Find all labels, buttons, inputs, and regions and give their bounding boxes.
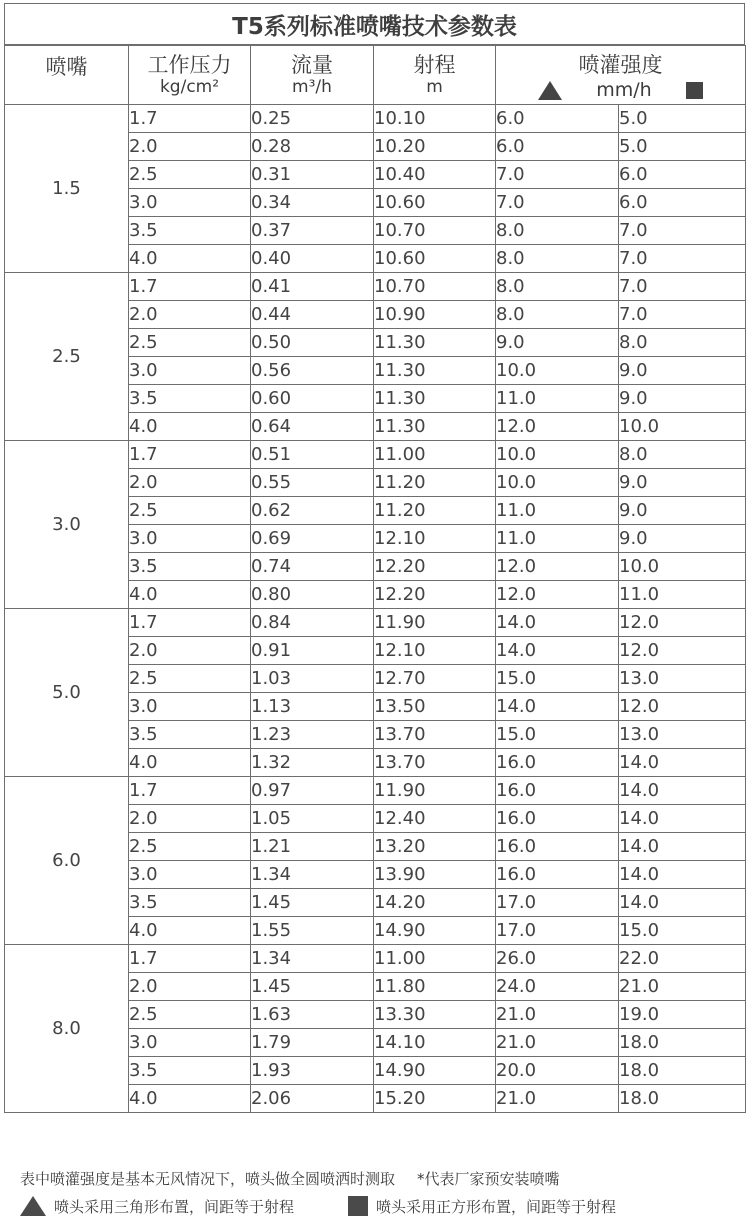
- cell-intensity-triangle: 14.0: [496, 637, 619, 665]
- cell-pressure: 2.5: [129, 329, 251, 357]
- cell-range: 15.20: [374, 1085, 496, 1113]
- cell-flow: 1.63: [251, 1001, 374, 1029]
- cell-intensity-triangle: 12.0: [496, 581, 619, 609]
- table-title: T5系列标准喷嘴技术参数表: [4, 3, 745, 45]
- cell-nozzle: 8.0: [5, 945, 129, 1113]
- cell-flow: 1.13: [251, 693, 374, 721]
- cell-range: 10.90: [374, 301, 496, 329]
- cell-range: 11.30: [374, 357, 496, 385]
- cell-range: 12.10: [374, 637, 496, 665]
- cell-nozzle: 1.5: [5, 105, 129, 273]
- cell-flow: 0.84: [251, 609, 374, 637]
- cell-intensity-triangle: 17.0: [496, 917, 619, 945]
- cell-pressure: 3.5: [129, 721, 251, 749]
- cell-intensity-triangle: 24.0: [496, 973, 619, 1001]
- cell-intensity-triangle: 11.0: [496, 497, 619, 525]
- cell-intensity-square: 18.0: [619, 1029, 746, 1057]
- cell-pressure: 3.0: [129, 525, 251, 553]
- cell-range: 12.20: [374, 581, 496, 609]
- cell-intensity-triangle: 6.0: [496, 105, 619, 133]
- cell-pressure: 4.0: [129, 413, 251, 441]
- cell-flow: 0.55: [251, 469, 374, 497]
- cell-range: 10.40: [374, 161, 496, 189]
- cell-range: 14.10: [374, 1029, 496, 1057]
- cell-flow: 0.37: [251, 217, 374, 245]
- cell-intensity-square: 6.0: [619, 161, 746, 189]
- cell-intensity-square: 13.0: [619, 721, 746, 749]
- cell-intensity-square: 11.0: [619, 581, 746, 609]
- cell-pressure: 1.7: [129, 777, 251, 805]
- legend-triangle-text: 喷头采用三角形布置，间距等于射程: [54, 1197, 295, 1216]
- header-intensity-units: [496, 79, 745, 101]
- cell-intensity-square: 5.0: [619, 133, 746, 161]
- cell-pressure: 3.0: [129, 861, 251, 889]
- cell-intensity-triangle: 14.0: [496, 609, 619, 637]
- header-range: [374, 46, 496, 105]
- cell-pressure: 1.7: [129, 945, 251, 973]
- cell-pressure: 4.0: [129, 581, 251, 609]
- cell-flow: 1.55: [251, 917, 374, 945]
- cell-intensity-square: 12.0: [619, 609, 746, 637]
- cell-pressure: 2.0: [129, 133, 251, 161]
- cell-pressure: 3.5: [129, 553, 251, 581]
- cell-intensity-square: 14.0: [619, 889, 746, 917]
- table-row: [5, 777, 746, 805]
- cell-intensity-square: 14.0: [619, 805, 746, 833]
- cell-range: 11.00: [374, 441, 496, 469]
- cell-pressure: 2.0: [129, 469, 251, 497]
- cell-flow: 0.31: [251, 161, 374, 189]
- cell-flow: 1.79: [251, 1029, 374, 1057]
- header-intensity-unit: mm/h: [596, 79, 652, 101]
- cell-range: 13.70: [374, 749, 496, 777]
- cell-flow: 0.80: [251, 581, 374, 609]
- cell-range: 10.60: [374, 245, 496, 273]
- header-nozzle: [5, 46, 129, 105]
- cell-pressure: 3.5: [129, 217, 251, 245]
- cell-range: 14.20: [374, 889, 496, 917]
- cell-range: 11.90: [374, 609, 496, 637]
- cell-flow: 0.60: [251, 385, 374, 413]
- cell-pressure: 3.0: [129, 1029, 251, 1057]
- cell-range: 12.70: [374, 665, 496, 693]
- cell-flow: 1.93: [251, 1057, 374, 1085]
- cell-intensity-triangle: 8.0: [496, 273, 619, 301]
- cell-range: 11.30: [374, 329, 496, 357]
- cell-range: 10.70: [374, 217, 496, 245]
- cell-range: 13.90: [374, 861, 496, 889]
- cell-range: 14.90: [374, 917, 496, 945]
- cell-intensity-triangle: 16.0: [496, 805, 619, 833]
- cell-intensity-triangle: 17.0: [496, 889, 619, 917]
- cell-intensity-triangle: 16.0: [496, 777, 619, 805]
- cell-intensity-square: 9.0: [619, 469, 746, 497]
- header-row: [5, 46, 746, 105]
- square-icon: [686, 82, 703, 99]
- cell-pressure: 2.0: [129, 805, 251, 833]
- notes: [20, 1166, 740, 1221]
- cell-range: 11.20: [374, 469, 496, 497]
- cell-pressure: 1.7: [129, 105, 251, 133]
- legend-square-text: 喷头采用正方形布置，间距等于射程: [376, 1197, 617, 1216]
- header-flow-unit: m³/h: [292, 77, 332, 97]
- cell-range: 10.70: [374, 273, 496, 301]
- cell-intensity-square: 9.0: [619, 525, 746, 553]
- cell-intensity-triangle: 20.0: [496, 1057, 619, 1085]
- cell-intensity-triangle: 10.0: [496, 441, 619, 469]
- table-row: [5, 945, 746, 973]
- cell-pressure: 4.0: [129, 917, 251, 945]
- cell-pressure: 1.7: [129, 273, 251, 301]
- cell-intensity-square: 18.0: [619, 1057, 746, 1085]
- cell-range: 13.50: [374, 693, 496, 721]
- triangle-icon: [538, 81, 562, 100]
- spec-table: [4, 45, 746, 1113]
- cell-nozzle: 6.0: [5, 777, 129, 945]
- cell-intensity-triangle: 11.0: [496, 525, 619, 553]
- cell-intensity-square: 19.0: [619, 1001, 746, 1029]
- cell-flow: 1.03: [251, 665, 374, 693]
- legend-triangle: [20, 1196, 294, 1217]
- cell-pressure: 1.7: [129, 609, 251, 637]
- cell-intensity-triangle: 16.0: [496, 833, 619, 861]
- legend-row: [20, 1191, 740, 1221]
- cell-intensity-triangle: 8.0: [496, 245, 619, 273]
- cell-flow: 1.32: [251, 749, 374, 777]
- cell-intensity-square: 14.0: [619, 861, 746, 889]
- cell-intensity-square: 6.0: [619, 189, 746, 217]
- cell-pressure: 2.5: [129, 1001, 251, 1029]
- cell-flow: 0.28: [251, 133, 374, 161]
- cell-intensity-square: 7.0: [619, 245, 746, 273]
- cell-range: 11.00: [374, 945, 496, 973]
- cell-flow: 0.50: [251, 329, 374, 357]
- header-intensity: [496, 46, 746, 105]
- cell-range: 10.60: [374, 189, 496, 217]
- cell-range: 12.20: [374, 553, 496, 581]
- cell-intensity-triangle: 12.0: [496, 413, 619, 441]
- cell-pressure: 2.5: [129, 833, 251, 861]
- header-intensity-label: 喷灌强度: [578, 53, 663, 77]
- cell-pressure: 3.5: [129, 385, 251, 413]
- square-icon: [348, 1196, 368, 1216]
- note-line: [20, 1166, 740, 1191]
- header-range-unit: m: [426, 77, 443, 97]
- cell-pressure: 2.5: [129, 497, 251, 525]
- cell-intensity-square: 14.0: [619, 749, 746, 777]
- note-measurement: 表中喷灌强度是基本无风情况下，喷头做全圆喷洒时测取: [20, 1170, 396, 1188]
- cell-intensity-square: 13.0: [619, 665, 746, 693]
- cell-flow: 1.05: [251, 805, 374, 833]
- cell-range: 13.70: [374, 721, 496, 749]
- cell-flow: 1.23: [251, 721, 374, 749]
- cell-intensity-triangle: 6.0: [496, 133, 619, 161]
- header-flow-label: 流量: [291, 53, 333, 77]
- cell-intensity-triangle: 14.0: [496, 693, 619, 721]
- cell-pressure: 3.5: [129, 1057, 251, 1085]
- header-nozzle-label: 喷嘴: [45, 55, 88, 79]
- cell-intensity-triangle: 7.0: [496, 161, 619, 189]
- cell-range: 14.90: [374, 1057, 496, 1085]
- cell-intensity-square: 12.0: [619, 693, 746, 721]
- cell-intensity-square: 14.0: [619, 833, 746, 861]
- cell-flow: 1.34: [251, 861, 374, 889]
- cell-intensity-square: 18.0: [619, 1085, 746, 1113]
- cell-nozzle: 2.5: [5, 273, 129, 441]
- cell-intensity-square: 7.0: [619, 217, 746, 245]
- cell-range: 11.20: [374, 497, 496, 525]
- table-row: [5, 441, 746, 469]
- cell-pressure: 2.0: [129, 301, 251, 329]
- cell-intensity-triangle: 12.0: [496, 553, 619, 581]
- cell-intensity-square: 8.0: [619, 441, 746, 469]
- cell-nozzle: 5.0: [5, 609, 129, 777]
- cell-flow: 1.21: [251, 833, 374, 861]
- cell-intensity-triangle: 7.0: [496, 189, 619, 217]
- cell-flow: 0.69: [251, 525, 374, 553]
- cell-pressure: 2.0: [129, 637, 251, 665]
- cell-intensity-triangle: 9.0: [496, 329, 619, 357]
- cell-flow: 0.25: [251, 105, 374, 133]
- cell-flow: 0.34: [251, 189, 374, 217]
- cell-pressure: 2.5: [129, 161, 251, 189]
- header-pressure: [129, 46, 251, 105]
- cell-intensity-square: 5.0: [619, 105, 746, 133]
- triangle-icon: [20, 1196, 46, 1216]
- cell-pressure: 3.5: [129, 889, 251, 917]
- cell-pressure: 4.0: [129, 245, 251, 273]
- cell-range: 13.20: [374, 833, 496, 861]
- cell-intensity-square: 15.0: [619, 917, 746, 945]
- cell-intensity-square: 7.0: [619, 273, 746, 301]
- cell-range: 12.10: [374, 525, 496, 553]
- cell-intensity-triangle: 16.0: [496, 749, 619, 777]
- cell-pressure: 2.0: [129, 973, 251, 1001]
- cell-intensity-triangle: 15.0: [496, 665, 619, 693]
- cell-flow: 0.91: [251, 637, 374, 665]
- cell-nozzle: 3.0: [5, 441, 129, 609]
- cell-flow: 2.06: [251, 1085, 374, 1113]
- cell-flow: 0.41: [251, 273, 374, 301]
- cell-range: 11.30: [374, 385, 496, 413]
- table-row: [5, 273, 746, 301]
- cell-flow: 0.74: [251, 553, 374, 581]
- cell-flow: 0.56: [251, 357, 374, 385]
- cell-intensity-square: 7.0: [619, 301, 746, 329]
- cell-flow: 1.45: [251, 973, 374, 1001]
- cell-intensity-square: 8.0: [619, 329, 746, 357]
- header-flow: [251, 46, 374, 105]
- header-pressure-unit: kg/cm²: [159, 77, 220, 97]
- note-preinstalled: *代表厂家预安装喷嘴: [417, 1170, 560, 1188]
- cell-intensity-square: 9.0: [619, 385, 746, 413]
- cell-intensity-square: 9.0: [619, 497, 746, 525]
- cell-intensity-triangle: 21.0: [496, 1085, 619, 1113]
- cell-intensity-square: 22.0: [619, 945, 746, 973]
- cell-flow: 0.44: [251, 301, 374, 329]
- cell-pressure: 4.0: [129, 1085, 251, 1113]
- cell-intensity-triangle: 8.0: [496, 301, 619, 329]
- cell-intensity-square: 21.0: [619, 973, 746, 1001]
- cell-range: 10.10: [374, 105, 496, 133]
- cell-range: 12.40: [374, 805, 496, 833]
- cell-intensity-square: 9.0: [619, 357, 746, 385]
- cell-range: 11.30: [374, 413, 496, 441]
- table-row: [5, 609, 746, 637]
- cell-pressure: 1.7: [129, 441, 251, 469]
- table-row: [5, 105, 746, 133]
- cell-pressure: 4.0: [129, 749, 251, 777]
- cell-intensity-square: 10.0: [619, 553, 746, 581]
- header-pressure-label: 工作压力: [147, 53, 232, 77]
- cell-pressure: 3.0: [129, 357, 251, 385]
- cell-intensity-square: 14.0: [619, 777, 746, 805]
- cell-flow: 0.64: [251, 413, 374, 441]
- cell-flow: 0.97: [251, 777, 374, 805]
- cell-intensity-triangle: 10.0: [496, 469, 619, 497]
- cell-intensity-triangle: 15.0: [496, 721, 619, 749]
- cell-intensity-triangle: 10.0: [496, 357, 619, 385]
- cell-intensity-triangle: 26.0: [496, 945, 619, 973]
- cell-flow: 1.34: [251, 945, 374, 973]
- cell-range: 10.20: [374, 133, 496, 161]
- cell-intensity-triangle: 8.0: [496, 217, 619, 245]
- cell-flow: 1.45: [251, 889, 374, 917]
- cell-range: 11.80: [374, 973, 496, 1001]
- cell-pressure: 2.5: [129, 665, 251, 693]
- cell-intensity-triangle: 11.0: [496, 385, 619, 413]
- cell-intensity-triangle: 16.0: [496, 861, 619, 889]
- table-body: [5, 105, 746, 1113]
- cell-intensity-square: 10.0: [619, 413, 746, 441]
- cell-flow: 0.51: [251, 441, 374, 469]
- cell-intensity-triangle: 21.0: [496, 1029, 619, 1057]
- cell-pressure: 3.0: [129, 189, 251, 217]
- cell-range: 11.90: [374, 777, 496, 805]
- legend-square: [348, 1196, 616, 1217]
- cell-range: 13.30: [374, 1001, 496, 1029]
- cell-flow: 0.62: [251, 497, 374, 525]
- cell-pressure: 3.0: [129, 693, 251, 721]
- header-range-label: 射程: [413, 53, 456, 77]
- cell-intensity-square: 12.0: [619, 637, 746, 665]
- cell-flow: 0.40: [251, 245, 374, 273]
- cell-intensity-triangle: 21.0: [496, 1001, 619, 1029]
